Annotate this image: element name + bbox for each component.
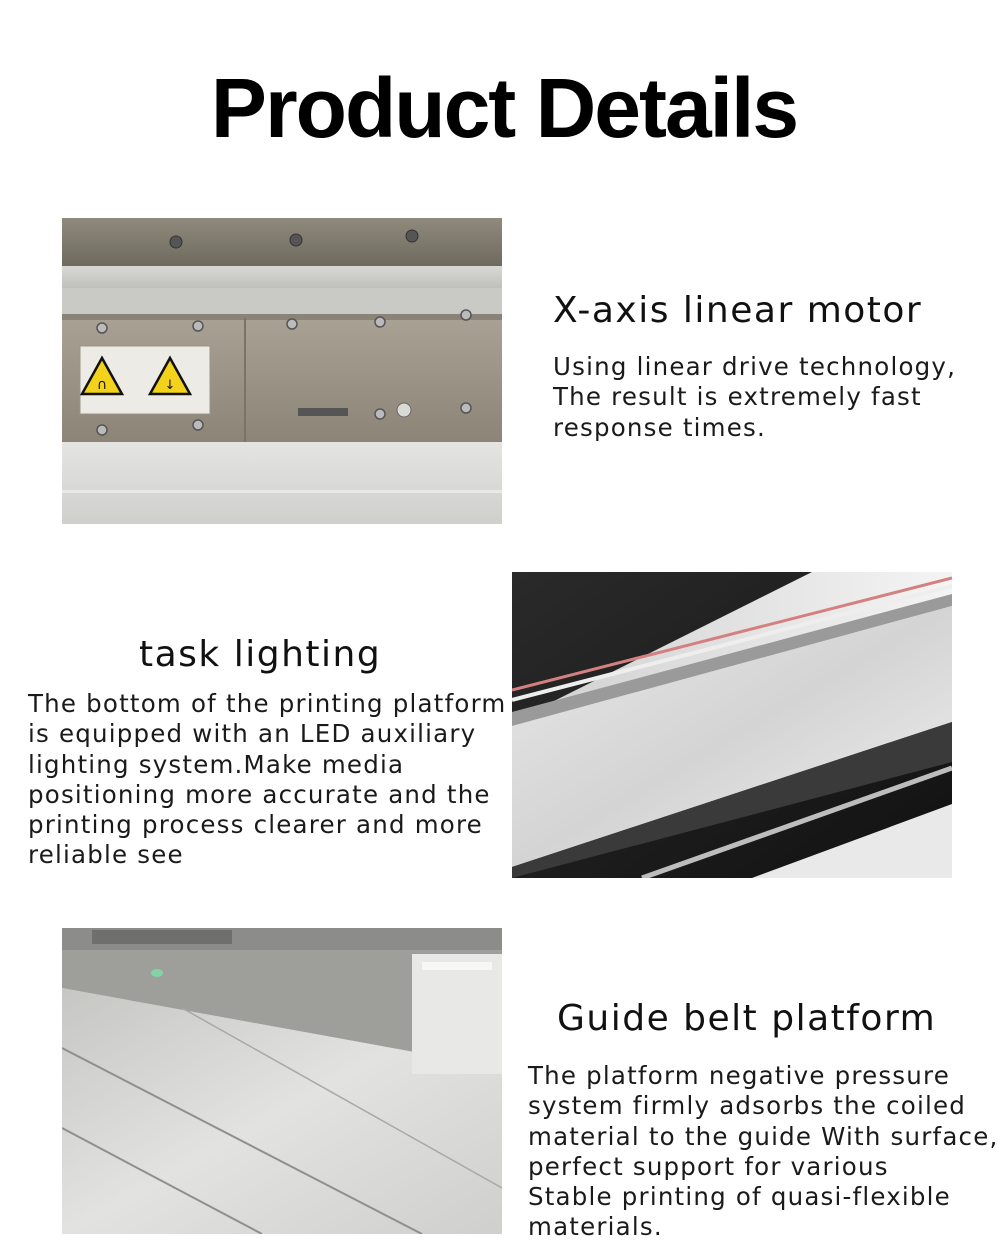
guide-belt-photo	[62, 928, 502, 1234]
description-line: is equipped with an LED auxiliary	[28, 719, 477, 749]
section-heading-linear-motor: X-axis linear motor	[553, 290, 923, 331]
description-line: materials.	[528, 1212, 663, 1242]
svg-text:↓: ↓	[164, 378, 176, 393]
page-title: Product Details	[210, 61, 798, 155]
section-description-task-lighting	[28, 689, 507, 871]
description-line: system firmly adsorbs the coiled	[528, 1091, 966, 1121]
description-line: response times.	[553, 412, 766, 442]
description-line: The result is extremely fast	[553, 382, 922, 412]
section-heading-guide-belt: Guide belt platform	[557, 998, 937, 1039]
section-description-guide-belt	[528, 1061, 998, 1243]
linear-motor-photo	[62, 218, 502, 524]
description-line: material to the guide With surface,	[528, 1121, 999, 1151]
svg-text:∩: ∩	[96, 377, 108, 393]
description-line: Using linear drive technology,	[553, 352, 957, 381]
led-lighting-photo	[512, 572, 952, 878]
description-line: positioning more accurate and the	[28, 779, 491, 809]
section-description-linear-motor	[553, 352, 956, 443]
description-line: The bottom of the printing platform	[28, 689, 507, 718]
section-heading-task-lighting: task lighting	[139, 634, 382, 675]
description-line: reliable see	[28, 840, 184, 870]
description-line: lighting system.Make media	[28, 749, 405, 779]
description-line: Stable printing of quasi-flexible	[528, 1182, 951, 1212]
description-line: The platform negative pressure	[528, 1061, 951, 1090]
description-line: printing process clearer and more	[28, 810, 483, 840]
description-line: perfect support for various	[528, 1151, 889, 1181]
